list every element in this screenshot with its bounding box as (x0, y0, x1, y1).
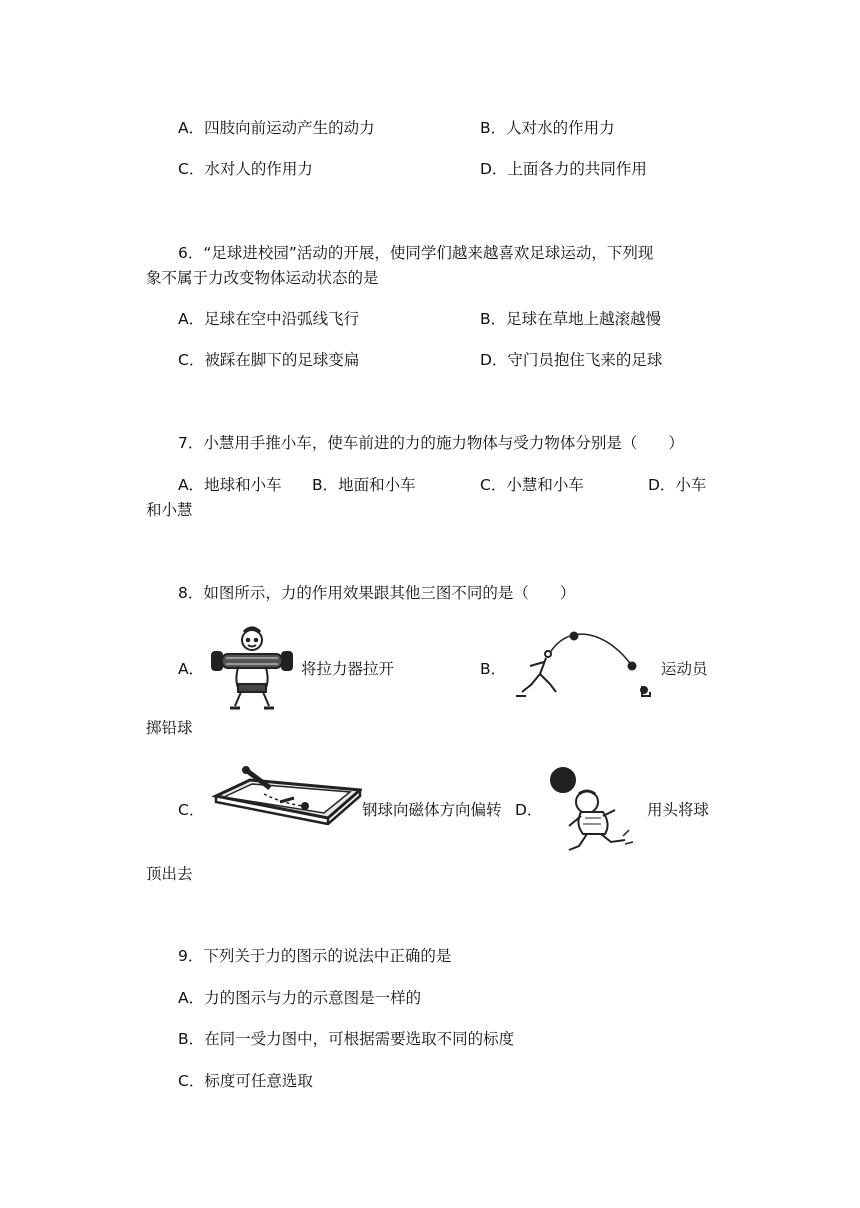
q7-option-b: B．地面和小车 (312, 476, 416, 494)
q6-option-b: B．足球在草地上越滚越慢 (480, 310, 662, 328)
q8-option-b-text-cont: 掷铅球 (146, 719, 193, 737)
q8-option-d-letter: D． (515, 801, 543, 819)
q6-option-d: D．守门员抱住飞来的足球 (480, 351, 663, 369)
q7-option-d: D．小车 (648, 476, 707, 494)
q8-option-a-letter: A． (178, 660, 205, 678)
q6-stem-line1: 6．“足球进校园”活动的开展，使同学们越来越喜欢足球运动，下列现 (178, 244, 654, 262)
q9-option-a: A．力的图示与力的示意图是一样的 (178, 989, 422, 1007)
q8-option-c-letter: C． (178, 801, 205, 819)
q8-option-d-text-cont: 顶出去 (146, 865, 193, 883)
q9-stem: 9．下列关于力的图示的说法中正确的是 (178, 947, 452, 965)
q8-option-c-text: 钢球向磁体方向偏转 (362, 801, 502, 819)
q6-option-c: C．被踩在脚下的足球变扁 (178, 351, 360, 369)
heading-ball-figure (545, 764, 645, 860)
steel-ball-magnet-figure (210, 766, 362, 828)
q6-stem-line2: 象不属于力改变物体运动状态的是 (146, 269, 379, 287)
shot-put-figure (508, 626, 658, 704)
q5-option-d: D．上面各力的共同作用 (480, 160, 647, 178)
q5-option-a: A．四肢向前运动产生的动力 (178, 119, 375, 137)
q7-option-a: A．地球和小车 (178, 476, 282, 494)
q8-option-b-text: 运动员 (661, 660, 708, 678)
q8-option-a-text: 将拉力器拉开 (301, 660, 395, 678)
q7-stem: 7．小慧用手推小车，使车前进的力的施力物体与受力物体分别是（ ） (178, 434, 684, 452)
q8-option-d-text: 用头将球 (647, 801, 710, 819)
q5-option-c: C．水对人的作用力 (178, 160, 313, 178)
q8-option-b-letter: B． (480, 660, 507, 678)
q7-option-c: C．小慧和小车 (480, 476, 584, 494)
q9-option-b: B．在同一受力图中，可根据需要选取不同的标度 (178, 1030, 515, 1048)
q8-stem: 8．如图所示，力的作用效果跟其他三图不同的是（ ） (178, 584, 576, 602)
q6-option-a: A．足球在空中沿弧线飞行 (178, 310, 360, 328)
q5-option-b: B．人对水的作用力 (480, 119, 615, 137)
q7-option-d-cont: 和小慧 (146, 501, 193, 519)
q9-option-c: C．标度可任意选取 (178, 1072, 313, 1090)
strongman-expander-figure (208, 622, 296, 714)
